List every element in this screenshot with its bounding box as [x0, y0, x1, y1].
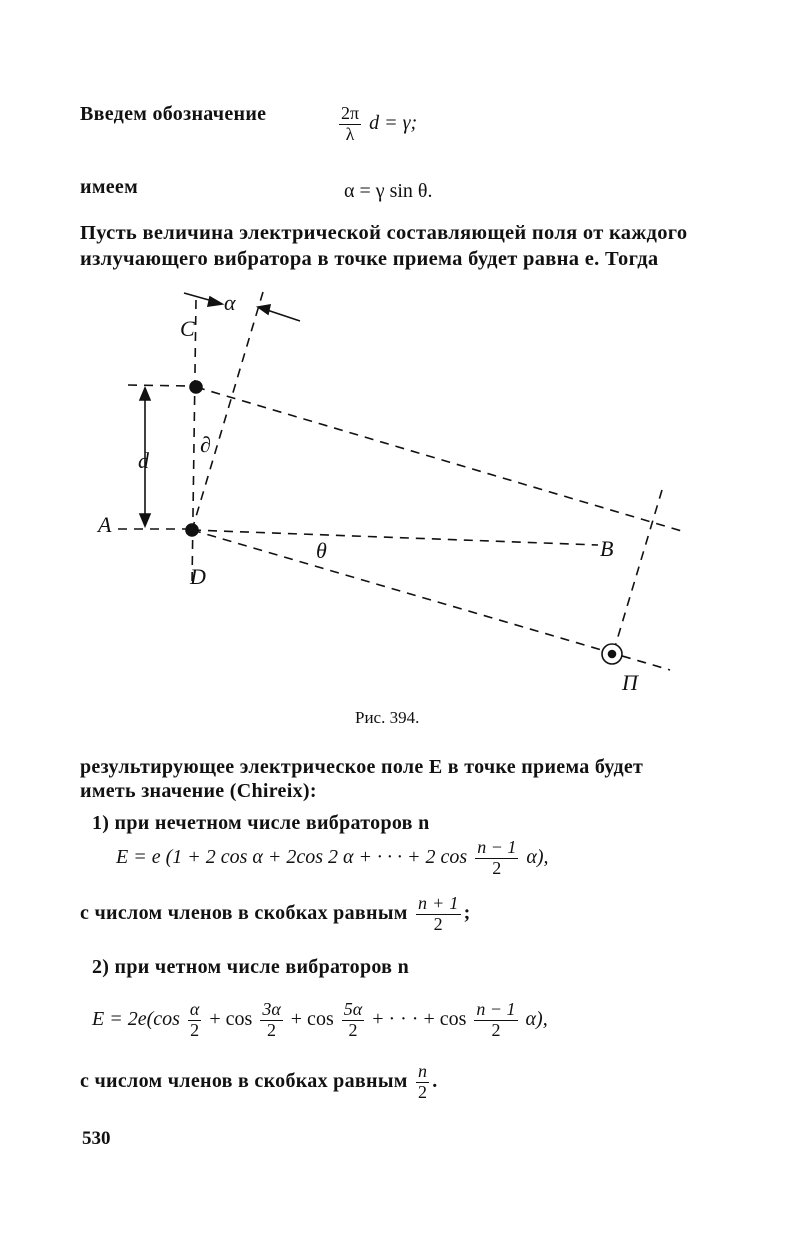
fraction-denominator: 2 — [190, 1019, 200, 1040]
fraction-denominator: 2 — [433, 913, 443, 934]
equation-part: α), — [525, 1007, 548, 1030]
body-line: результирующее электрическое поле E в точке приема будет — [80, 756, 644, 778]
d-to-b-line — [192, 530, 598, 545]
fraction-numerator: α — [189, 999, 200, 1019]
equation-part: + cos — [290, 1007, 334, 1030]
case-odd: 1) при нечетном числе вибраторов n — [92, 812, 430, 834]
equation-part: E = e (1 + 2 cos α + 2cos 2 α + · · · + 2 cos — [116, 845, 468, 868]
fraction-denominator: 2 — [491, 1019, 501, 1040]
c-to-far-line — [196, 387, 685, 532]
vibrator-d-point — [186, 524, 198, 536]
label-p: П — [622, 670, 638, 695]
label-partial: ∂ — [200, 432, 211, 457]
reception-point-inner — [609, 651, 616, 658]
arrow-right-icon — [208, 297, 222, 306]
p-perpendicular-line — [614, 490, 662, 650]
arrow-left-icon — [258, 305, 270, 314]
label-c: C — [180, 316, 195, 341]
body-line: иметь значение (Chireix): — [80, 780, 317, 802]
paragraph-line: излучающего вибратора в точке приема будет равна e. Тогда — [80, 248, 659, 270]
fraction-numerator: 5α — [343, 999, 363, 1019]
top-horizontal-dashes — [128, 385, 192, 386]
fraction-denominator: 2 — [492, 857, 502, 878]
page-number: 530 — [82, 1128, 111, 1149]
label-D: D — [190, 564, 206, 589]
fraction-numerator: 3α — [262, 999, 281, 1019]
paragraph-line: Пусть величина электрической составляющей поля от каждого — [80, 222, 688, 244]
count-odd — [80, 894, 471, 935]
label-d: d — [138, 448, 149, 473]
fraction-denominator: 2 — [348, 1019, 358, 1040]
count-text: с числом членов в скобках равным — [80, 1069, 408, 1092]
equation-part: E = 2e(cos — [92, 1007, 180, 1030]
equation-even — [92, 1000, 548, 1041]
arrow-up-icon — [140, 388, 150, 400]
fraction-numerator: n + 1 — [417, 893, 459, 913]
count-text: с числом членов в скобках равным — [80, 901, 408, 924]
d-to-p-line — [192, 530, 670, 670]
fraction-denominator: λ — [345, 123, 355, 144]
intro-label: Введем обозначение — [80, 103, 267, 125]
equation-odd — [116, 838, 549, 879]
have-label: имеем — [80, 176, 139, 198]
fraction-denominator: 2 — [417, 1081, 428, 1102]
label-alpha: α — [224, 290, 236, 315]
figure-caption: Рис. 394. — [355, 708, 420, 727]
fraction-denominator: 2 — [267, 1019, 277, 1040]
label-b: B — [600, 536, 614, 561]
fraction-numerator: n — [417, 1061, 428, 1081]
label-theta: θ — [316, 538, 327, 563]
label-a: A — [98, 512, 112, 537]
equation-part: + cos — [209, 1007, 253, 1030]
fraction-numerator: 2π — [341, 103, 360, 123]
vertical-dashed-line — [192, 300, 196, 585]
arrow-down-icon — [140, 514, 150, 526]
fraction-numerator: n − 1 — [476, 999, 516, 1019]
punct: ; — [463, 901, 471, 924]
punct: . — [432, 1069, 438, 1092]
count-even — [80, 1062, 438, 1103]
vibrator-c-point — [190, 381, 202, 393]
case-even: 2) при четном числе вибраторов n — [92, 956, 409, 978]
formula-rest: d = γ; — [369, 111, 418, 134]
fraction-numerator: n − 1 — [477, 837, 517, 857]
equation-part: + · · · + cos — [372, 1007, 467, 1030]
equation-part: α), — [526, 845, 549, 868]
formula-alpha: α = γ sin θ. — [344, 180, 433, 202]
inclined-dashed-line — [192, 292, 263, 530]
